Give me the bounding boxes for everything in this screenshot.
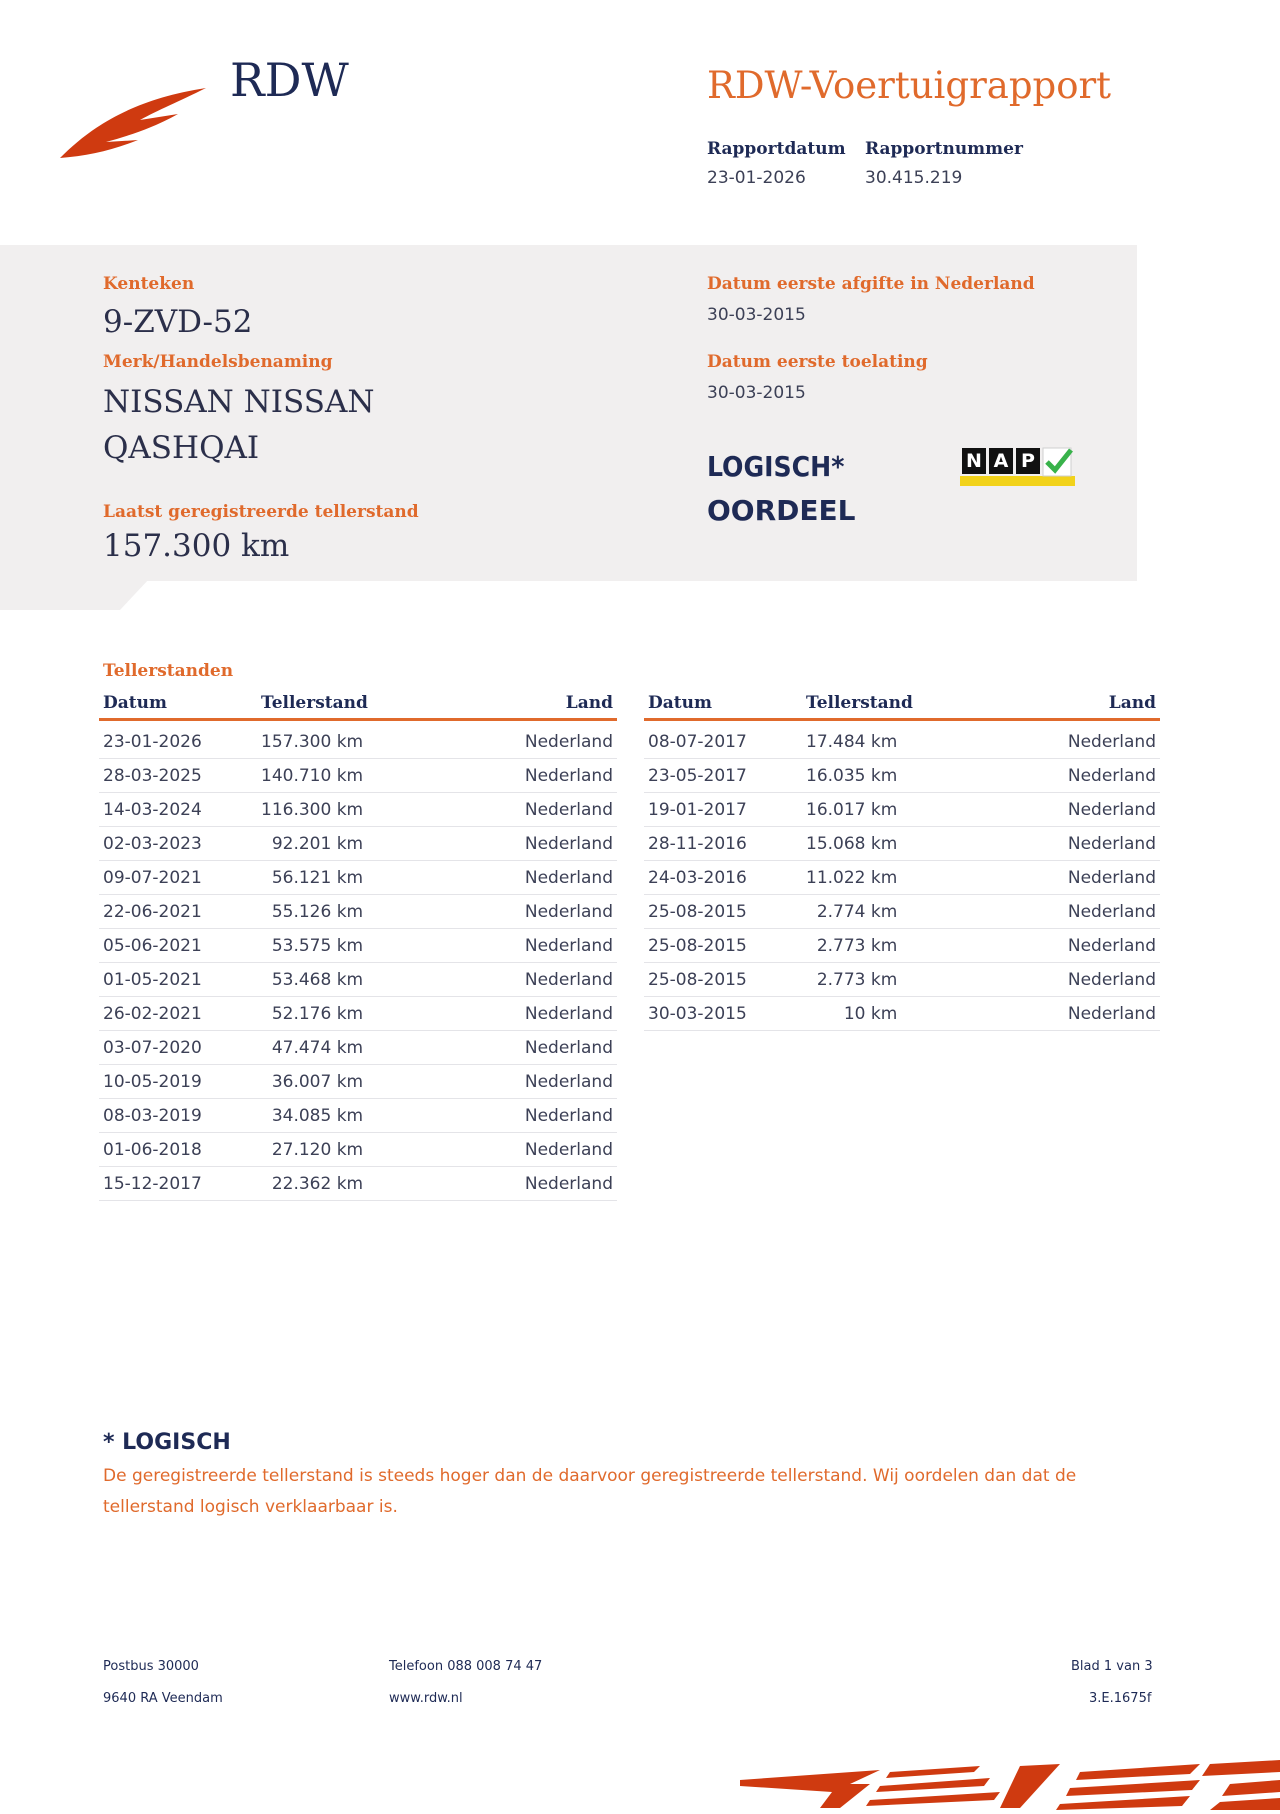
reading-date: 19-01-2017 xyxy=(644,793,802,827)
report-date-label: Rapportdatum xyxy=(707,139,846,159)
reading-country: Nederland xyxy=(957,997,1160,1031)
col-country-header: Land xyxy=(423,690,617,720)
make-value-line1: NISSAN NISSAN xyxy=(103,384,375,420)
reading-date: 09-07-2021 xyxy=(99,861,257,895)
reading-km: 15.068 km xyxy=(802,827,957,861)
col-reading-header: Tellerstand xyxy=(257,690,423,720)
reading-row xyxy=(99,793,617,827)
reading-row xyxy=(99,1133,617,1167)
reading-km: 140.710 km xyxy=(257,759,423,793)
first-issue-value: 30-03-2015 xyxy=(707,305,806,325)
reading-row xyxy=(644,997,1160,1031)
footer-document-code: 3.E.1675f xyxy=(1089,1691,1152,1706)
col-date-header: Datum xyxy=(644,690,802,720)
reading-country: Nederland xyxy=(423,759,617,793)
reading-date: 25-08-2015 xyxy=(644,963,802,997)
reading-row xyxy=(644,725,1160,759)
reading-country: Nederland xyxy=(423,725,617,759)
rdw-logo xyxy=(58,80,208,165)
col-date-header: Datum xyxy=(99,690,257,720)
reading-row xyxy=(644,793,1160,827)
reading-date: 23-05-2017 xyxy=(644,759,802,793)
reading-date: 08-03-2019 xyxy=(99,1099,257,1133)
reading-country: Nederland xyxy=(957,963,1160,997)
reading-country: Nederland xyxy=(423,827,617,861)
reading-km: 36.007 km xyxy=(257,1065,423,1099)
odometer-label: Laatst geregistreerde tellerstand xyxy=(103,502,419,522)
reading-date: 22-06-2021 xyxy=(99,895,257,929)
plate-label: Kenteken xyxy=(103,274,195,294)
checkmark-icon xyxy=(1042,446,1074,478)
reading-country: Nederland xyxy=(957,827,1160,861)
reading-country: Nederland xyxy=(423,861,617,895)
make-label: Merk/Handelsbenaming xyxy=(103,352,333,372)
reading-country: Nederland xyxy=(957,929,1160,963)
reading-row xyxy=(99,963,617,997)
reading-country: Nederland xyxy=(957,793,1160,827)
reading-row xyxy=(99,725,617,759)
reading-row xyxy=(99,929,617,963)
report-date-value: 23-01-2026 xyxy=(707,168,806,188)
note-text-line2: tellerstand logisch verklaarbaar is. xyxy=(103,1497,398,1517)
reading-country: Nederland xyxy=(423,1031,617,1065)
readings-section-label: Tellerstanden xyxy=(103,661,234,681)
reading-country: Nederland xyxy=(423,793,617,827)
make-value-line2: QASHQAI xyxy=(103,430,260,466)
reading-row xyxy=(99,895,617,929)
reading-country: Nederland xyxy=(423,1133,617,1167)
reading-date: 14-03-2024 xyxy=(99,793,257,827)
readings-table-left xyxy=(99,690,617,1201)
col-country-header: Land xyxy=(957,690,1160,720)
reading-km: 16.035 km xyxy=(802,759,957,793)
reading-km: 2.773 km xyxy=(802,963,957,997)
reading-date: 08-07-2017 xyxy=(644,725,802,759)
footer-phone: Telefoon 088 008 74 47 xyxy=(389,1659,543,1674)
reading-row xyxy=(644,827,1160,861)
reading-row xyxy=(644,861,1160,895)
nap-logo xyxy=(960,446,1075,488)
note-text-line1: De geregistreerde tellerstand is steeds hoger dan de daarvoor geregistreerde tellerstand. Wij oordelen dan dat de xyxy=(103,1466,1077,1486)
report-number-value: 30.415.219 xyxy=(865,168,963,188)
reading-country: Nederland xyxy=(957,759,1160,793)
verdict-line2: OORDEEL xyxy=(707,494,856,527)
reading-km: 56.121 km xyxy=(257,861,423,895)
footer-address2: 9640 RA Veendam xyxy=(103,1691,223,1706)
reading-date: 10-05-2019 xyxy=(99,1065,257,1099)
first-admission-value: 30-03-2015 xyxy=(707,383,806,403)
reading-km: 53.468 km xyxy=(257,963,423,997)
reading-km: 47.474 km xyxy=(257,1031,423,1065)
reading-row xyxy=(99,1099,617,1133)
reading-date: 25-08-2015 xyxy=(644,895,802,929)
readings-table-right xyxy=(644,690,1160,1031)
reading-date: 25-08-2015 xyxy=(644,929,802,963)
report-title: RDW-Voertuigrapport xyxy=(707,64,1112,107)
reading-km: 2.774 km xyxy=(802,895,957,929)
odometer-value: 157.300 km xyxy=(103,528,290,564)
note-heading: * LOGISCH xyxy=(103,1430,231,1455)
reading-country: Nederland xyxy=(423,1167,617,1201)
reading-row xyxy=(99,861,617,895)
reading-date: 03-07-2020 xyxy=(99,1031,257,1065)
col-reading-header: Tellerstand xyxy=(802,690,957,720)
reading-date: 01-05-2021 xyxy=(99,963,257,997)
footer-address1: Postbus 30000 xyxy=(103,1659,199,1674)
reading-row xyxy=(99,1065,617,1099)
first-admission-label: Datum eerste toelating xyxy=(707,352,928,372)
reading-km: 16.017 km xyxy=(802,793,957,827)
reading-km: 10 km xyxy=(802,997,957,1031)
nap-letter-a: A xyxy=(989,448,1013,474)
reading-country: Nederland xyxy=(957,725,1160,759)
reading-row xyxy=(99,1167,617,1201)
plate-value: 9-ZVD-52 xyxy=(103,304,253,340)
reading-km: 92.201 km xyxy=(257,827,423,861)
reading-row xyxy=(99,1031,617,1065)
footer-page-number: Blad 1 van 3 xyxy=(1071,1659,1153,1674)
panel-tab-decoration xyxy=(0,578,150,610)
report-number-label: Rapportnummer xyxy=(865,139,1023,159)
reading-date: 30-03-2015 xyxy=(644,997,802,1031)
reading-km: 27.120 km xyxy=(257,1133,423,1167)
reading-km: 116.300 km xyxy=(257,793,423,827)
reading-row xyxy=(99,759,617,793)
reading-date: 02-03-2023 xyxy=(99,827,257,861)
reading-country: Nederland xyxy=(423,929,617,963)
reading-row xyxy=(99,827,617,861)
reading-km: 22.362 km xyxy=(257,1167,423,1201)
reading-km: 17.484 km xyxy=(802,725,957,759)
reading-country: Nederland xyxy=(957,895,1160,929)
reading-country: Nederland xyxy=(423,1099,617,1133)
first-issue-label: Datum eerste afgifte in Nederland xyxy=(707,274,1035,294)
reading-km: 53.575 km xyxy=(257,929,423,963)
reading-country: Nederland xyxy=(423,963,617,997)
reading-date: 15-12-2017 xyxy=(99,1167,257,1201)
reading-row xyxy=(644,929,1160,963)
reading-date: 23-01-2026 xyxy=(99,725,257,759)
reading-country: Nederland xyxy=(423,895,617,929)
reading-row xyxy=(99,997,617,1031)
brand-name: RDW xyxy=(230,53,349,107)
reading-country: Nederland xyxy=(423,997,617,1031)
reading-km: 157.300 km xyxy=(257,725,423,759)
footer-website[interactable]: www.rdw.nl xyxy=(389,1691,463,1706)
verdict-line1: LOGISCH* xyxy=(707,450,845,483)
reading-date: 28-03-2025 xyxy=(99,759,257,793)
nap-letter-p: P xyxy=(1016,448,1040,474)
reading-row xyxy=(644,963,1160,997)
reading-row xyxy=(644,759,1160,793)
footer-stripes-decoration xyxy=(730,1758,1280,1810)
reading-km: 55.126 km xyxy=(257,895,423,929)
nap-letter-n: N xyxy=(962,448,986,474)
reading-row xyxy=(644,895,1160,929)
reading-date: 24-03-2016 xyxy=(644,861,802,895)
reading-date: 28-11-2016 xyxy=(644,827,802,861)
reading-km: 11.022 km xyxy=(802,861,957,895)
reading-country: Nederland xyxy=(423,1065,617,1099)
rdw-feather-icon xyxy=(58,80,208,165)
reading-km: 34.085 km xyxy=(257,1099,423,1133)
reading-date: 05-06-2021 xyxy=(99,929,257,963)
reading-km: 2.773 km xyxy=(802,929,957,963)
reading-country: Nederland xyxy=(957,861,1160,895)
reading-date: 01-06-2018 xyxy=(99,1133,257,1167)
reading-km: 52.176 km xyxy=(257,997,423,1031)
reading-date: 26-02-2021 xyxy=(99,997,257,1031)
